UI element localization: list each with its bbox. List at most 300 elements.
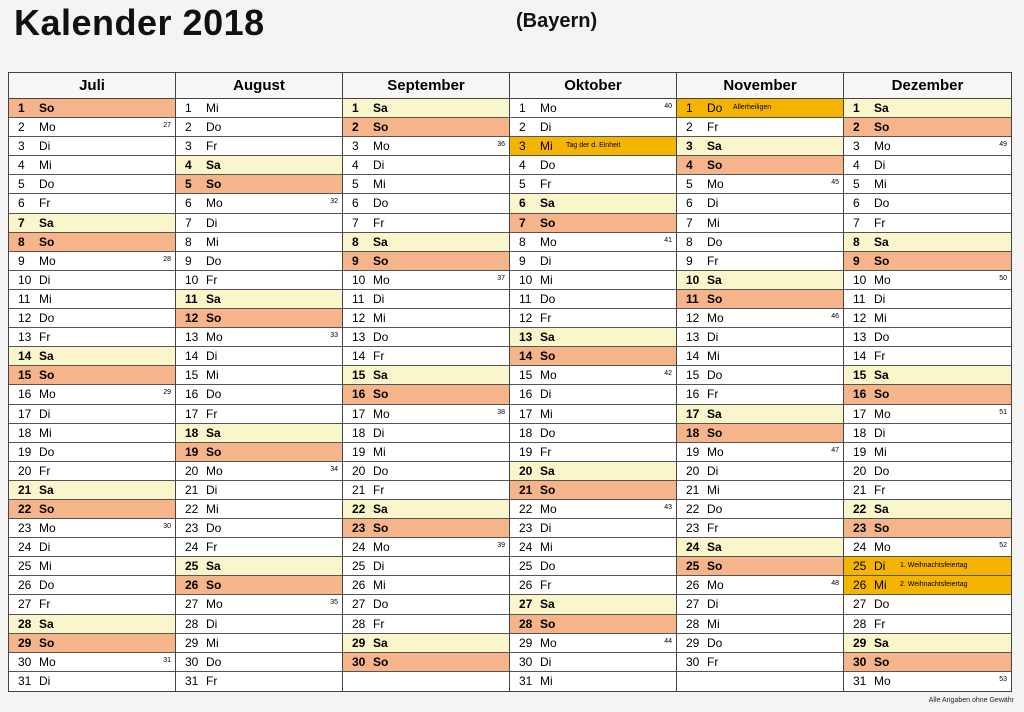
day-row xyxy=(677,538,843,557)
weekday: Do xyxy=(707,234,723,249)
day-row xyxy=(844,118,1011,137)
day-number: 26 xyxy=(686,578,700,593)
day-number: 15 xyxy=(185,368,199,383)
day-number: 9 xyxy=(185,253,192,268)
weekday: Sa xyxy=(874,501,889,516)
day-row xyxy=(176,194,342,213)
day-row xyxy=(510,271,676,290)
day-number: 30 xyxy=(18,654,32,669)
day-number: 14 xyxy=(519,349,533,364)
weekday: Mo xyxy=(373,406,390,421)
day-number: 1 xyxy=(686,101,693,115)
day-row xyxy=(510,424,676,443)
weekday: Fr xyxy=(707,253,719,268)
day-number: 28 xyxy=(185,616,199,631)
weekday: Di xyxy=(707,330,719,345)
day-row xyxy=(343,634,509,653)
day-number: 10 xyxy=(352,272,366,287)
day-number: 26 xyxy=(18,578,32,593)
weekday: Do xyxy=(540,291,556,306)
day-row xyxy=(343,328,509,347)
day-row xyxy=(343,424,509,443)
day-number: 7 xyxy=(18,215,25,230)
day-row xyxy=(510,290,676,309)
weekday: Sa xyxy=(540,196,555,211)
day-number: 1 xyxy=(18,101,25,115)
weekday: Mi xyxy=(540,272,553,287)
weekday: So xyxy=(874,387,890,402)
day-number: 14 xyxy=(686,349,700,364)
holiday-name: Allerheiligen xyxy=(733,104,772,111)
week-number: 46 xyxy=(831,313,839,321)
week-number: 30 xyxy=(163,523,171,531)
day-number: 28 xyxy=(519,616,533,631)
day-row xyxy=(9,271,175,290)
month-header: Juli xyxy=(9,73,175,99)
week-number: 43 xyxy=(664,503,672,511)
month-header: August xyxy=(176,73,342,99)
weekday: Fr xyxy=(373,482,385,497)
weekday: Sa xyxy=(206,425,221,440)
day-number: 11 xyxy=(519,291,532,306)
weekday: Fr xyxy=(540,444,552,459)
day-number: 15 xyxy=(18,368,32,383)
weekday: So xyxy=(373,387,389,402)
weekday: Do xyxy=(540,425,556,440)
day-number: 3 xyxy=(18,139,25,154)
day-row xyxy=(176,634,342,653)
weekday: Fr xyxy=(707,120,719,135)
day-row xyxy=(176,118,342,137)
day-number: 28 xyxy=(853,616,867,631)
weekday: So xyxy=(707,291,723,306)
weekday: Di xyxy=(707,196,719,211)
day-number: 5 xyxy=(519,177,526,192)
day-row xyxy=(343,347,509,366)
day-number: 15 xyxy=(853,368,867,383)
day-number: 5 xyxy=(853,177,860,192)
weekday: Fr xyxy=(373,616,385,631)
region-label: (Bayern) xyxy=(516,10,598,32)
day-number: 7 xyxy=(352,215,359,230)
day-number: 10 xyxy=(519,272,533,287)
weekday: Di xyxy=(206,349,218,364)
weekday: Do xyxy=(540,559,556,574)
day-row xyxy=(510,385,676,404)
weekday: Mo xyxy=(540,635,557,650)
day-row xyxy=(844,634,1011,653)
day-row xyxy=(343,500,509,519)
weekday: Mo xyxy=(206,597,223,612)
day-number: 24 xyxy=(18,540,32,555)
weekday: Fr xyxy=(206,406,218,421)
week-number: 38 xyxy=(497,408,505,416)
week-number: 47 xyxy=(831,446,839,454)
day-row xyxy=(176,156,342,175)
weekday: So xyxy=(206,177,222,192)
day-row xyxy=(9,194,175,213)
day-row xyxy=(9,252,175,271)
day-row xyxy=(343,615,509,634)
day-row xyxy=(510,576,676,595)
day-number: 11 xyxy=(853,291,866,306)
day-number: 18 xyxy=(352,425,366,440)
day-number: 10 xyxy=(686,272,700,287)
weekday: Mo xyxy=(39,253,56,268)
weekday: So xyxy=(373,521,389,536)
weekday: Sa xyxy=(206,291,221,306)
weekday: Di xyxy=(39,139,51,154)
weekday: Do xyxy=(206,253,222,268)
day-row xyxy=(844,252,1011,271)
weekday: Fr xyxy=(206,139,218,154)
day-row xyxy=(9,576,175,595)
day-row xyxy=(9,233,175,252)
day-number: 17 xyxy=(185,406,199,421)
day-number: 19 xyxy=(18,444,32,459)
weekday: Mi xyxy=(540,139,553,154)
day-number: 26 xyxy=(519,578,533,593)
weekday: Mo xyxy=(874,139,891,154)
day-number: 28 xyxy=(352,616,366,631)
day-number: 31 xyxy=(18,673,32,688)
week-number: 50 xyxy=(999,274,1007,282)
day-number: 15 xyxy=(519,368,533,383)
day-row xyxy=(510,252,676,271)
day-row xyxy=(9,175,175,194)
weekday: So xyxy=(39,234,55,249)
weekday: Di xyxy=(39,406,51,421)
day-number: 1 xyxy=(185,101,192,115)
week-number: 29 xyxy=(163,389,171,397)
day-row xyxy=(844,233,1011,252)
weekday: Di xyxy=(540,521,552,536)
day-row xyxy=(677,405,843,424)
day-row xyxy=(844,328,1011,347)
weekday: Mo xyxy=(707,311,724,326)
day-row xyxy=(343,290,509,309)
weekday: Mo xyxy=(39,387,56,402)
day-number: 23 xyxy=(185,521,199,536)
day-row xyxy=(510,99,676,118)
weekday: Do xyxy=(39,311,55,326)
day-number: 11 xyxy=(18,291,31,306)
day-row xyxy=(343,481,509,500)
day-row xyxy=(9,405,175,424)
month-column xyxy=(677,73,844,691)
day-row xyxy=(343,252,509,271)
day-row xyxy=(343,557,509,576)
day-row xyxy=(510,347,676,366)
weekday: So xyxy=(707,559,723,574)
weekday: So xyxy=(373,654,389,669)
weekday: Mo xyxy=(206,463,223,478)
week-number: 31 xyxy=(163,656,171,664)
weekday: Fr xyxy=(707,654,719,669)
weekday: Di xyxy=(206,482,218,497)
weekday: Mo xyxy=(707,578,724,593)
weekday: Di xyxy=(540,253,552,268)
day-row xyxy=(176,271,342,290)
day-number: 18 xyxy=(853,425,867,440)
day-row xyxy=(9,672,175,691)
day-number: 16 xyxy=(352,387,366,402)
day-row xyxy=(176,309,342,328)
day-number: 11 xyxy=(686,291,699,306)
day-row xyxy=(176,347,342,366)
day-row xyxy=(9,290,175,309)
day-row xyxy=(677,175,843,194)
weekday: Mo xyxy=(707,177,724,192)
week-number: 42 xyxy=(664,370,672,378)
weekday: Mo xyxy=(540,234,557,249)
day-number: 5 xyxy=(352,177,359,192)
day-number: 19 xyxy=(686,444,700,459)
day-row xyxy=(176,653,342,672)
weekday: Do xyxy=(39,444,55,459)
week-number: 48 xyxy=(831,580,839,588)
day-row xyxy=(343,595,509,614)
month-header: November xyxy=(677,73,843,99)
day-number: 3 xyxy=(185,139,192,154)
day-number: 29 xyxy=(352,635,366,650)
weekday: Do xyxy=(874,463,890,478)
weekday: Di xyxy=(707,463,719,478)
weekday: So xyxy=(540,349,556,364)
day-row xyxy=(176,481,342,500)
day-row xyxy=(677,347,843,366)
weekday: Di xyxy=(540,387,552,402)
weekday: Mo xyxy=(540,501,557,516)
day-row xyxy=(844,481,1011,500)
weekday: So xyxy=(206,578,222,593)
day-row xyxy=(343,462,509,481)
day-number: 4 xyxy=(686,158,693,173)
day-row xyxy=(9,424,175,443)
day-number: 6 xyxy=(519,196,526,211)
week-number: 41 xyxy=(664,236,672,244)
weekday: Mi xyxy=(707,616,720,631)
day-number: 16 xyxy=(18,387,32,402)
day-number: 18 xyxy=(686,425,700,440)
weekday: So xyxy=(874,654,890,669)
day-row xyxy=(844,538,1011,557)
day-row xyxy=(176,99,342,118)
week-number: 40 xyxy=(664,103,672,110)
weekday: Sa xyxy=(540,463,555,478)
day-row xyxy=(510,214,676,233)
weekday: Do xyxy=(373,196,389,211)
weekday: Mi xyxy=(707,349,720,364)
week-number: 51 xyxy=(999,408,1007,416)
weekday: Do xyxy=(874,196,890,211)
week-number: 36 xyxy=(497,141,505,149)
weekday: Fr xyxy=(39,463,51,478)
day-number: 31 xyxy=(185,673,199,688)
day-number: 24 xyxy=(185,540,199,555)
day-row xyxy=(9,156,175,175)
weekday: So xyxy=(373,253,389,268)
weekday: Mi xyxy=(540,673,553,688)
weekday: Mi xyxy=(874,578,887,593)
day-number: 19 xyxy=(519,444,533,459)
weekday: Sa xyxy=(373,635,388,650)
day-row xyxy=(510,653,676,672)
day-row xyxy=(9,366,175,385)
day-row xyxy=(844,462,1011,481)
day-number: 19 xyxy=(352,444,366,459)
day-number: 25 xyxy=(686,559,700,574)
day-number: 17 xyxy=(18,406,32,421)
day-number: 5 xyxy=(686,177,693,192)
day-number: 15 xyxy=(686,368,700,383)
day-row xyxy=(677,557,843,576)
month-header: Oktober xyxy=(510,73,676,99)
day-number: 2 xyxy=(519,120,526,135)
day-row xyxy=(510,615,676,634)
weekday: Di xyxy=(874,425,886,440)
day-number: 24 xyxy=(519,540,533,555)
weekday: Mo xyxy=(373,540,390,555)
month-column xyxy=(9,73,176,691)
day-row xyxy=(176,462,342,481)
day-number: 30 xyxy=(853,654,867,669)
day-row xyxy=(343,366,509,385)
day-row xyxy=(510,156,676,175)
day-number: 30 xyxy=(352,654,366,669)
day-number: 3 xyxy=(519,139,526,154)
weekday: So xyxy=(540,482,556,497)
weekday: Fr xyxy=(39,597,51,612)
day-row xyxy=(343,194,509,213)
day-row xyxy=(677,309,843,328)
weekday: Fr xyxy=(540,578,552,593)
weekday: Do xyxy=(39,578,55,593)
week-number: 39 xyxy=(497,542,505,550)
weekday: So xyxy=(874,521,890,536)
day-number: 10 xyxy=(853,272,867,287)
weekday: Sa xyxy=(39,349,54,364)
month-column xyxy=(176,73,343,691)
day-row xyxy=(844,500,1011,519)
day-number: 16 xyxy=(853,387,867,402)
day-number: 20 xyxy=(18,463,32,478)
day-number: 30 xyxy=(686,654,700,669)
day-number: 4 xyxy=(352,158,359,173)
weekday: Mi xyxy=(540,406,553,421)
day-row xyxy=(9,137,175,156)
day-row xyxy=(9,557,175,576)
day-row xyxy=(844,99,1011,118)
day-number: 20 xyxy=(853,463,867,478)
day-number: 11 xyxy=(185,291,198,306)
weekday: Di xyxy=(39,540,51,555)
day-row xyxy=(677,271,843,290)
day-number: 23 xyxy=(686,521,700,536)
weekday: Mi xyxy=(39,559,52,574)
day-number: 8 xyxy=(185,234,192,249)
weekday: Fr xyxy=(874,482,886,497)
day-row xyxy=(844,615,1011,634)
day-row xyxy=(9,538,175,557)
day-number: 27 xyxy=(853,597,867,612)
day-number: 8 xyxy=(686,234,693,249)
calendar-grid xyxy=(8,72,1012,692)
weekday: Mo xyxy=(39,654,56,669)
day-number: 1 xyxy=(853,101,860,115)
weekday: Sa xyxy=(206,559,221,574)
day-row xyxy=(176,576,342,595)
weekday: Mi xyxy=(206,101,219,115)
day-number: 12 xyxy=(18,311,32,326)
day-number: 25 xyxy=(519,559,533,574)
day-number: 25 xyxy=(18,559,32,574)
day-row xyxy=(844,557,1011,576)
month-column xyxy=(844,73,1011,691)
day-row xyxy=(677,385,843,404)
weekday: Fr xyxy=(874,349,886,364)
day-row xyxy=(844,309,1011,328)
day-row xyxy=(677,214,843,233)
weekday: Do xyxy=(206,387,222,402)
weekday: Sa xyxy=(39,482,54,497)
day-number: 26 xyxy=(352,578,366,593)
day-number: 7 xyxy=(185,215,192,230)
weekday: So xyxy=(39,101,55,115)
weekday: So xyxy=(206,444,222,459)
weekday: Fr xyxy=(707,387,719,402)
day-number: 31 xyxy=(853,673,867,688)
day-number: 21 xyxy=(686,482,700,497)
day-number: 22 xyxy=(519,501,533,516)
disclaimer: Alle Angaben ohne Gewähr xyxy=(928,697,1014,704)
day-row xyxy=(677,500,843,519)
day-number: 27 xyxy=(519,597,533,612)
weekday: Do xyxy=(206,521,222,536)
day-number: 19 xyxy=(185,444,199,459)
day-number: 9 xyxy=(853,253,860,268)
weekday: Mo xyxy=(206,330,223,345)
weekday: Mi xyxy=(707,482,720,497)
day-row xyxy=(176,214,342,233)
day-number: 16 xyxy=(686,387,700,402)
day-row xyxy=(9,500,175,519)
week-number: 37 xyxy=(497,274,505,282)
day-row xyxy=(176,557,342,576)
day-number: 22 xyxy=(185,501,199,516)
weekday: Mi xyxy=(206,635,219,650)
weekday: Sa xyxy=(874,101,889,115)
holiday-name: 2. Weihnachtsfeiertag xyxy=(900,581,968,589)
day-row xyxy=(844,347,1011,366)
weekday: Mo xyxy=(874,406,891,421)
day-row xyxy=(510,309,676,328)
day-row xyxy=(176,366,342,385)
weekday: Do xyxy=(39,177,55,192)
weekday: Do xyxy=(373,597,389,612)
day-number: 13 xyxy=(519,330,533,345)
day-row xyxy=(9,481,175,500)
day-number: 18 xyxy=(18,425,32,440)
weekday: Di xyxy=(39,673,51,688)
day-row xyxy=(9,653,175,672)
day-number: 6 xyxy=(185,196,192,211)
weekday: Mo xyxy=(373,139,390,154)
day-row xyxy=(844,194,1011,213)
weekday: Mi xyxy=(707,215,720,230)
day-row xyxy=(9,595,175,614)
day-row xyxy=(510,557,676,576)
